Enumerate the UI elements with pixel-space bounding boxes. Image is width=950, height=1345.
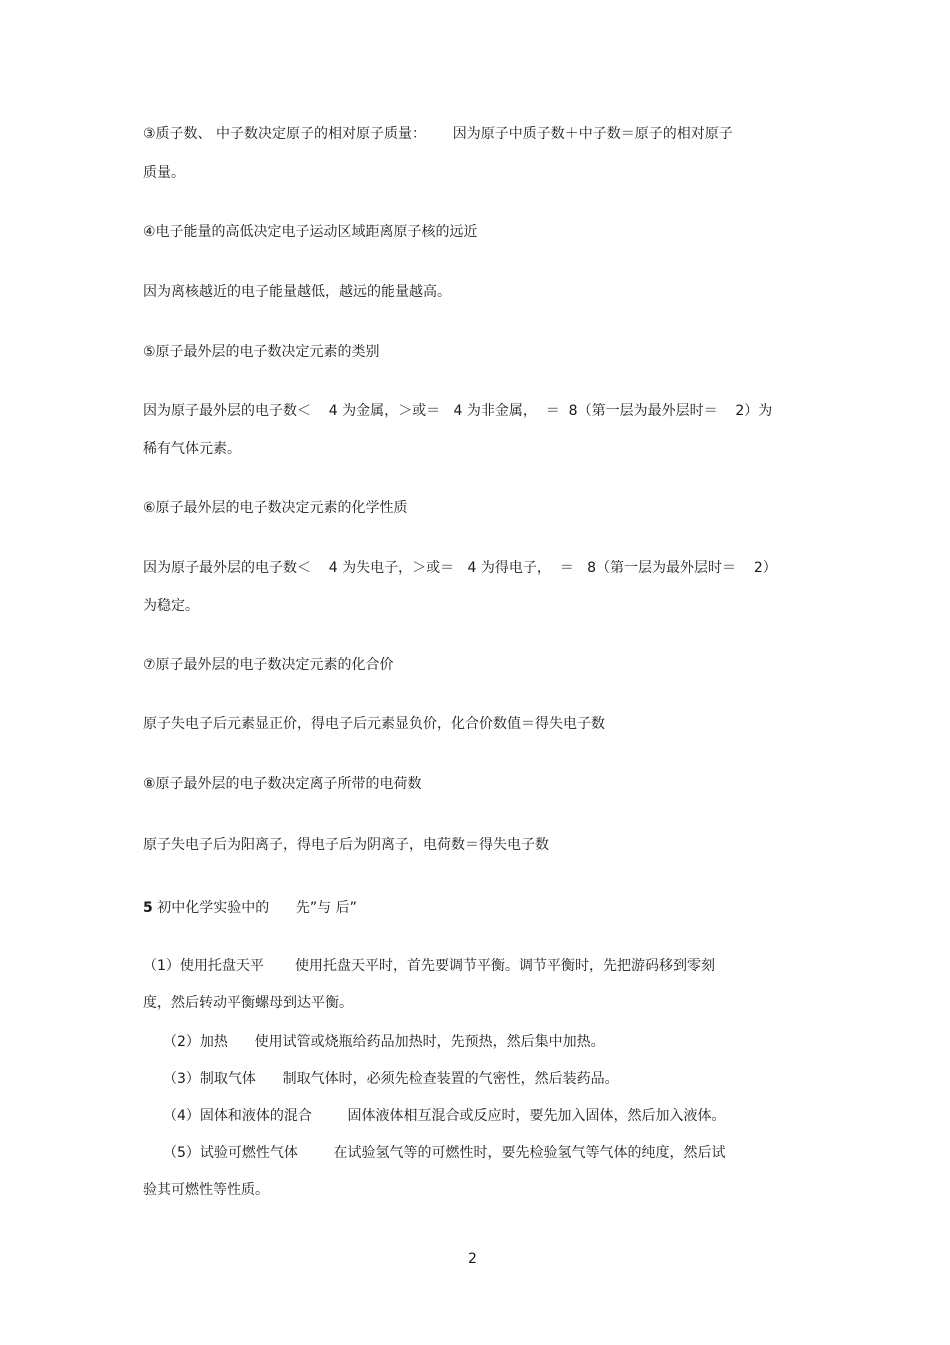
section-title	[143, 898, 357, 918]
list-item: （2）加热 使用试管或烧瓶给药品加热时，先预热，然后集中加热。	[163, 1034, 605, 1050]
list-item: （4）固体和液体的混合 固体液体相互混合或反应时，要先加入固体，然后加入液体。	[163, 1108, 726, 1124]
text-line: ③质子数、 中子数决定原子的相对原子质量： 因为原子中质子数＋中子数＝原子的相对原子	[143, 126, 733, 142]
page-number: 2	[468, 1251, 477, 1267]
text-line: ④电子能量的高低决定电子运动区域距离原子核的远近	[143, 224, 478, 240]
text-line: ⑤原子最外层的电子数决定元素的类别	[143, 344, 380, 360]
text-line: ⑥原子最外层的电子数决定元素的化学性质	[143, 500, 408, 516]
text-line: ⑦原子最外层的电子数决定元素的化合价	[143, 657, 394, 673]
text-line: 稀有气体元素。	[143, 441, 241, 457]
text-line: 原子失电子后元素显正价，得电子后元素显负价，化合价数值＝得失电子数	[143, 716, 605, 732]
list-item: 验其可燃性等性质。	[143, 1182, 269, 1198]
list-item: （5）试验可燃性气体 在试验氢气等的可燃性时，要先检验氢气等气体的纯度，然后试	[163, 1145, 726, 1161]
section-title-text: 初中化学实验中的 先”与 后”	[152, 900, 357, 916]
text-line: 因为原子最外层的电子数＜ 4 为金属，＞或＝ 4 为非金属， ＝ 8（第一层为最外层时＝ 2）为	[143, 403, 773, 419]
text-line: 因为原子最外层的电子数＜ 4 为失电子，＞或＝ 4 为得电子， ＝ 8（第一层为最外层时＝ 2）	[143, 560, 777, 576]
text-line: 质量。	[143, 165, 185, 181]
list-item: 度，然后转动平衡螺母到达平衡。	[143, 995, 353, 1011]
list-item: （1）使用托盘天平 使用托盘天平时，首先要调节平衡。调节平衡时，先把游码移到零刻	[143, 958, 716, 974]
text-line: 原子失电子后为阳离子，得电子后为阴离子，电荷数＝得失电子数	[143, 837, 549, 853]
text-line: 为稳定。	[143, 598, 199, 614]
text-line: ⑧原子最外层的电子数决定离子所带的电荷数	[143, 776, 422, 792]
section-number: 5	[143, 900, 153, 916]
list-item: （3）制取气体 制取气体时，必须先检查装置的气密性，然后装药品。	[163, 1071, 619, 1087]
text-line: 因为离核越近的电子能量越低，越远的能量越高。	[143, 284, 451, 300]
